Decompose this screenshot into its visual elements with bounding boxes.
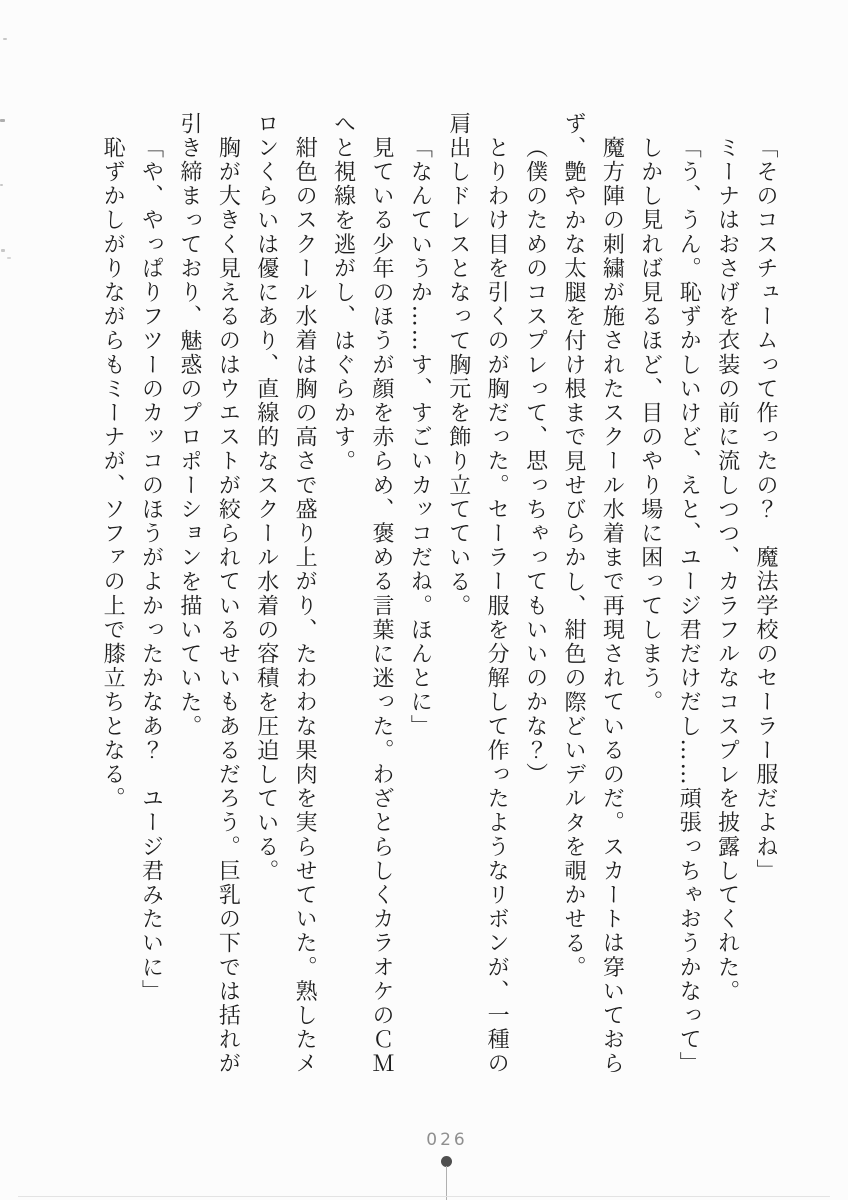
narrative-paragraph: しかし見れば見るほど、目のやり場に困ってしまう。 [637, 136, 663, 715]
narrative-paragraph: とりわけ目を引くのが胸だった。セーラー服を分解して作ったようなリボンが、一種の肩出しドレスとなって胸元を飾り立てている。 [445, 112, 510, 1076]
page-number: 026 [426, 1130, 468, 1150]
vertical-text-block [92, 112, 784, 1078]
narrative-paragraph: 紺色のスクール水着は胸の高さで盛り上がり、たわわな果肉を実らせていた。熟したメロンくらいは優にあり、直線的なスクール水着の容積を圧迫している。 [253, 112, 318, 1076]
scan-speck [0, 119, 5, 122]
dialogue-paragraph: 「なんていうか……す、すごいカッコだね。ほんとに」 [407, 136, 433, 739]
narrative-paragraph: 胸が大きく見えるのはウエストが絞られているせいもあるだろう。巨乳の下では括れが引き締まっており、魅惑のプロポーションを描いていた。 [176, 112, 241, 1076]
narrative-paragraph: 恥ずかしがりながらもミーナが、ソファの上で膝立ちとなる。 [100, 136, 126, 811]
dialogue-paragraph: 「や、やっぱりフツーのカッコのほうがよかったかなあ？ ユージ君みたいに」 [138, 136, 164, 1004]
dialogue-paragraph: 「そのコスチュームって作ったの？ 魔法学校のセーラー服だよね」 [753, 136, 778, 884]
narrative-paragraph: 見ている少年のほうが顔を赤らめ、褒める言葉に迷った。わざとらしくカラオケのＣＭへと視線を逃がし、はぐらかす。 [330, 112, 394, 1076]
narrative-paragraph: 魔方陣の刺繍が施されたスクール水着まで再現されているのだ。スカートは穿いておらず、艶やかな太腿を付け根まで見せびらかし、紺色の際どいデルタを覗かせる。 [560, 112, 625, 1076]
dialogue-paragraph: 「う、うん。恥ずかしいけど、えと、ユージ君だけだし……頑張っちゃおうかなって」 [676, 136, 702, 1076]
inner-monologue-paragraph: （僕のためのコスプレって、思っちゃってもいいのかな？） [522, 136, 548, 787]
scan-edge-line [18, 1196, 830, 1197]
narrative-paragraph: ミーナはおさげを衣装の前に流しつつ、カラフルなコスプレを披露してくれた。 [714, 136, 740, 1004]
scan-speck [7, 257, 11, 259]
scan-speck [3, 38, 7, 40]
page-footer [0, 1124, 848, 1200]
binding-mark-line [446, 1166, 447, 1200]
scan-speck [0, 184, 3, 186]
scan-speck [1, 249, 5, 252]
